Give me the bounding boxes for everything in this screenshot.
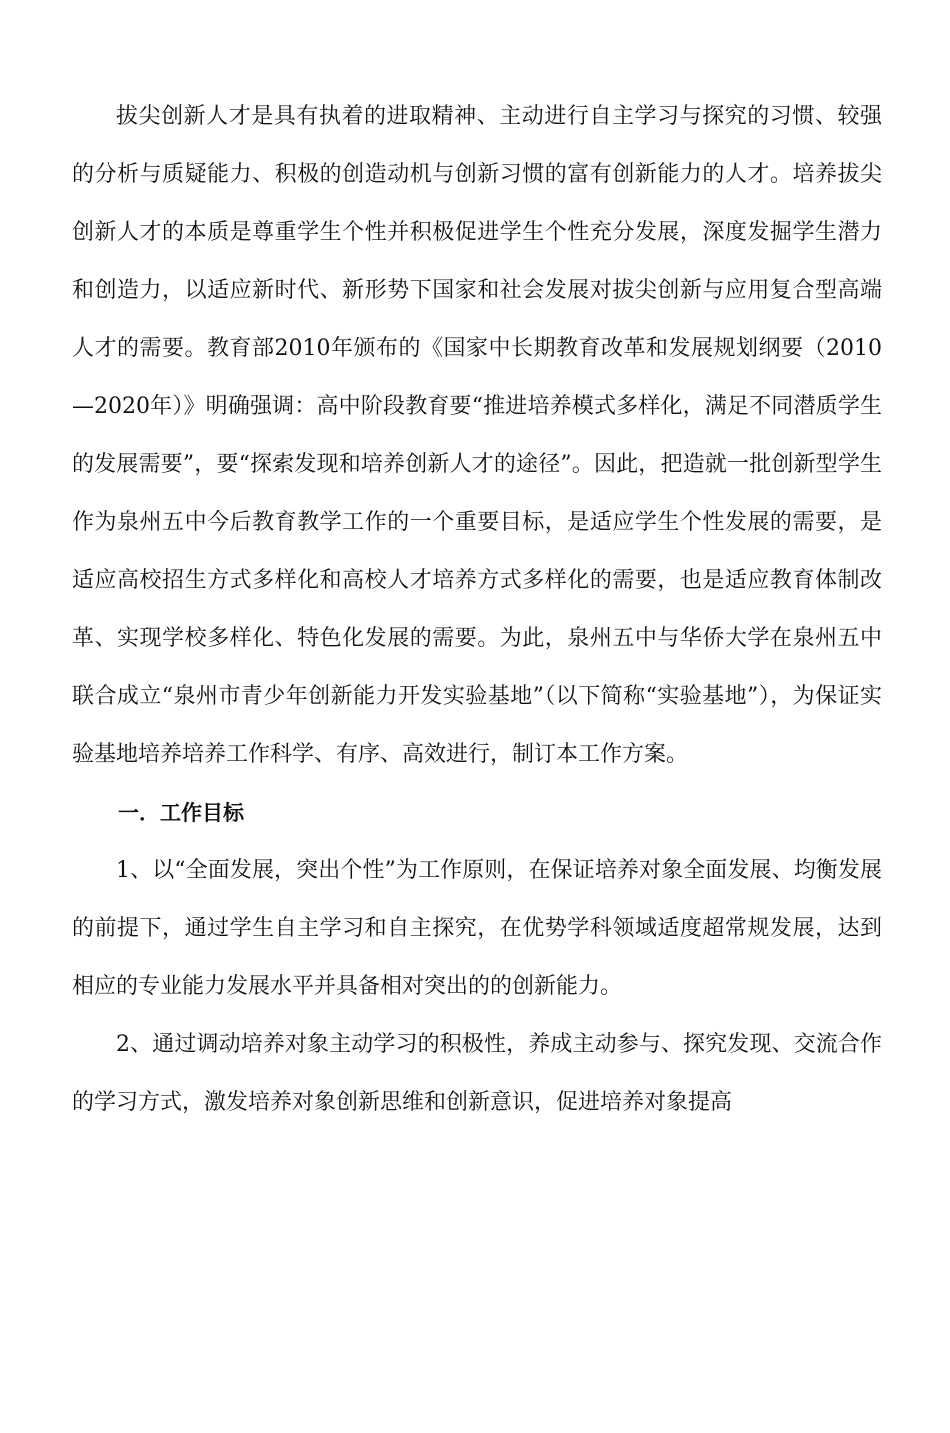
goal-item-1: 1、以“全面发展，突出个性”为工作原则，在保证培养对象全面发展、均衡发展的前提下，通过学生自主学习和自主探究，在优势学科领域适度超常规发展，达到相应的专业能力发展水平并具备相对突出的的创新能力。	[72, 858, 882, 999]
intro-paragraph: 拔尖创新人才是具有执着的进取精神、主动进行自主学习与探究的习惯、较强的分析与质疑能力、积极的创造动机与创新习惯的富有创新能力的人才。培养拔尖创新人才的本质是尊重学生个性并积极促进学生个性充分发展，深度发掘学生潜力和创造力，以适应新时代、新形势下国家和社会发展对拔尖创新与应用复合型高端人才的需要。教育部2010年颁布的《国家中长期教育改革和发展规划纲要（2010—2020年）》明确强调：高中阶段教育要“推进培养模式多样化，满足不同潜质学生的发展需要”，要“探索发现和培养创新人才的途径”。因此，把造就一批创新型学生作为泉州五中今后教育教学工作的一个重要目标，是适应学生个性发展的需要，是适应高校招生方式多样化和高校人才培养方式多样化的需要，也是适应教育体制改革、实现学校多样化、特色化发展的需要。为此，泉州五中与华侨大学在泉州五中联合成立“泉州市青少年创新能力开发实验基地”（以下简称“实验基地”），为保证实验基地培养培养工作科学、有序、高效进行，制订本工作方案。	[72, 104, 882, 767]
section-heading-work-goals: 一．工作目标	[118, 801, 244, 825]
goal-item-2: 2、通过调动培养对象主动学习的积极性，养成主动参与、探究发现、交流合作的学习方式，激发培养对象创新思维和创新意识，促进培养对象提高	[72, 1032, 882, 1115]
document-body	[72, 88, 882, 1132]
